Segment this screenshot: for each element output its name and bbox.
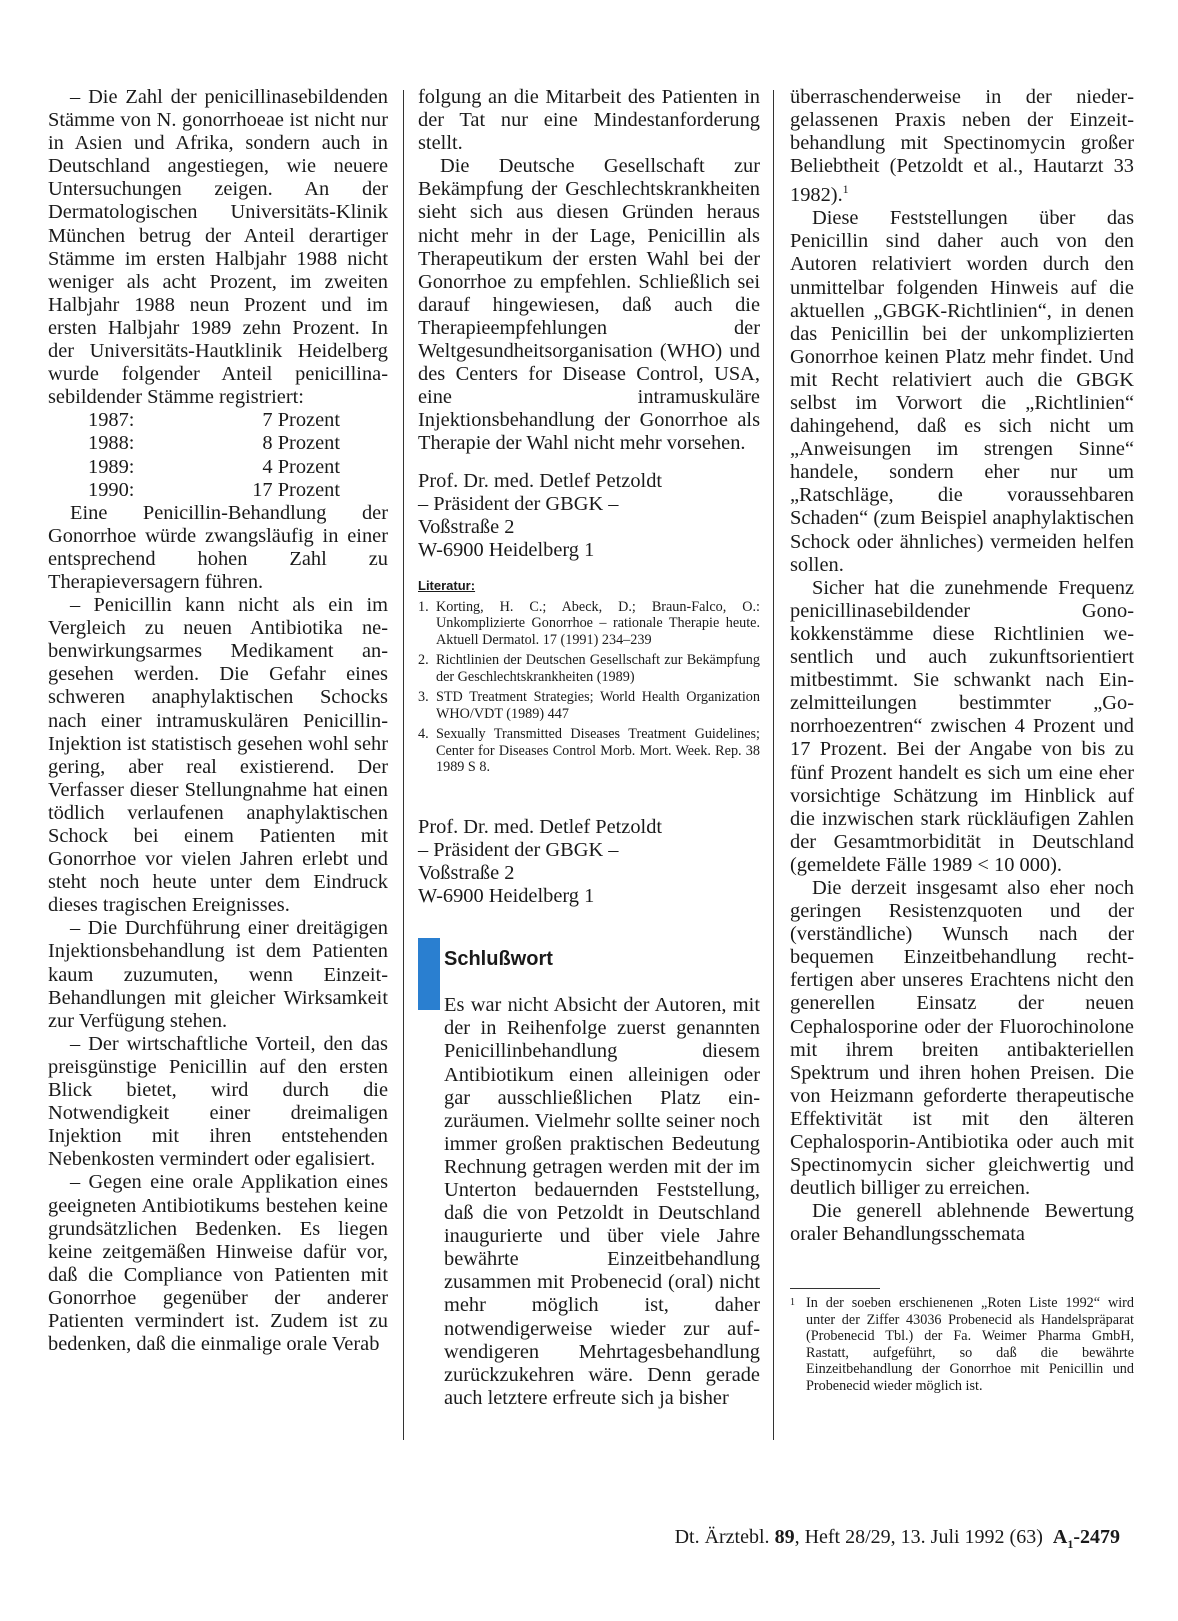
paragraph: Sicher hat die zunehmende Frequenz penicillinasebildender Gonokokkenstämme diese Richtlinien wesentlich und auch zukunftsorientiert mitbestimmt. Sie schwankt nach Einzelmitteilungen bestimmter „Gonorrhoezentren“ zwischen 4 Prozent und 17 Prozent. Bei der Angabe von bis zu fünf Prozent handelt es sich um eine eher vorsichtige Schätzung im Hinblick auf die inzwischen stark rückläufigen Zahlen der Gesamtmorbidität in Deutschland (gemeldete Fälle 1989 < 10 000). [790, 576, 1134, 876]
paragraph: Die generell ablehnende Bewertung oraler Behandlungsschemata [790, 1200, 1134, 1246]
address-line: – Präsident der GBGK – [418, 838, 619, 861]
page-subscript: 1 [1067, 1537, 1074, 1551]
address-line: Voßstraße 2 [418, 515, 515, 538]
literature-item [418, 652, 760, 685]
paragraph-text: überraschenderweise in der niedergelassenen Praxis neben der Einzeitbehandlung mit Spectinomycin großer Beliebtheit (Petzoldt et al., Hautarzt 33 1982). [790, 86, 1134, 207]
footnote [790, 1295, 1134, 1394]
page-footer [675, 1526, 1120, 1552]
section-title: Schlußwort [444, 948, 553, 971]
literature-item [418, 689, 760, 722]
literature-number: 4. [418, 726, 429, 743]
address-line: Prof. Dr. med. Detlef Petzoldt [418, 469, 663, 492]
paragraph [790, 86, 1134, 207]
address-line: W-6900 Heidelberg 1 [418, 885, 595, 908]
address-line: W-6900 Heidelberg 1 [418, 538, 595, 561]
stat-row [48, 456, 388, 479]
stat-row [48, 409, 388, 432]
footnote-divider [790, 1288, 880, 1289]
literature-number: 1. [418, 598, 429, 615]
literature-list [418, 599, 760, 776]
stat-year: 1988: [88, 432, 135, 455]
paragraph: Eine Penicillin-Behandlung der Gonorrhoe würde zwangsläufig in einer entsprechend hohen Zahl zu Therapieversagern führen. [48, 501, 388, 593]
section-marker [418, 938, 440, 1010]
literature-text: Sexually Transmitted Diseases Treatment Guidelines; Center for Diseases Control Morb. Mort. Week. Rep. 38 1989 S 8. [436, 726, 760, 776]
stat-row [48, 432, 388, 455]
paragraph: – Die Durchführung einer dreitägigen Injektionsbehandlung ist dem Patienten kaum zuzumuten, wenn Einzeit-Behandlungen mit gleicher Wirksamkeit zur Verfügung stehen. [48, 917, 388, 1032]
column-1 [48, 86, 388, 1356]
footnote-reference: 1 [842, 182, 849, 197]
column-divider-2 [773, 90, 774, 1440]
paragraph: – Die Zahl der penicillinasebildenden Stämme von N. gonorrhoeae ist nicht nur in Asien und Afrika, sondern auch in Deutschland angestiegen, wie neuere Untersuchungen zeigen. An der Dermatologischen Universitäts-Klinik München betrug der Anteil derartiger Stämme im ersten Halbjahr 1988 nicht weniger als acht Prozent, im zweiten Halbjahr 1988 neun Prozent und im ersten Halbjahr 1989 zehn Prozent. In der Universitäts-Hautklinik Heidelberg wurde folgender Anteil penicillinasebildender Stämme registriert: [48, 86, 388, 409]
paragraph: – Der wirtschaftliche Vorteil, den das preisgünstige Penicillin auf den ersten Blick bietet, wird durch die Notwendigkeit einer dreimaligen Injektion mit ihren entstehenden Nebenkosten vermindert oder egalisiert. [48, 1032, 388, 1171]
author-address [418, 470, 760, 562]
literature-item [418, 599, 760, 649]
stat-value: 7 Prozent [262, 409, 340, 432]
literature-number: 2. [418, 652, 429, 669]
column-divider-1 [403, 90, 404, 1440]
page-num: -2479 [1073, 1526, 1120, 1548]
page-number [1052, 1526, 1120, 1551]
literature-heading: Literatur: [418, 577, 476, 593]
footnote-text: In der soeben erschienenen „Roten Liste 1992“ wird unter der Ziffer 43036 Probenecid als Handelspräparat (Probenecid Tbl.) der Fa. Weimer Pharma GmbH, Rastatt, aufgeführt, so daß die bewährte Einzeitbehandlung der Gonorrhoe mit Penicillin und Probenecid wieder möglich ist. [806, 1295, 1134, 1394]
paragraph: folgung an die Mitarbeit des Patienten in der Tat nur eine Mindestanforderung stellt. [418, 86, 760, 155]
footnote-mark: 1 [790, 1297, 795, 1309]
paragraph: Diese Feststellungen über das Penicillin sind daher auch von den Autoren relativiert worden durch den unmittelbar folgenden Hinweis auf die aktuellen „GBGK-Richtlinien“, in denen das Penicillin bei der unkomplizierten Gonorrhoe keinen Platz mehr findet. Und mit Recht relativiert auch die GBGK selbst im Vorwort die „Richtlinien“ dahingehend, daß es sich nicht um „Anweisungen im strengen Sinne“ handele, sondern eher nur um „Ratschläge, die voraussehbaren Schaden“ (zum Beispiel anaphylaktischen Schock oder ähnliches) vermeiden helfen sollen. [790, 207, 1134, 576]
literature-number: 3. [418, 689, 429, 706]
page-prefix: A [1052, 1526, 1068, 1548]
paragraph: Die derzeit insgesamt also eher noch geringen Resistenzquoten und der (verständliche) Wunsch nach der bequemen Einzeitbehandlung rechtfertigen aber unseres Erachtens nicht den generellen Einsatz der neuen Cephalosporine oder der Fluorochinolone mit ihrem breiten antibakteriellen Spektrum und ihren hohen Preisen. Die von Heizmann geforderte therapeutische Effektivität ist mit den älteren Cephalosporin-Antibiotika oder auch mit Spectinomycin sicher gleichwertig und deutlich billiger zu erreichen. [790, 876, 1134, 1200]
section-heading [418, 948, 760, 994]
statistics-table [48, 409, 388, 501]
paragraph: Die Deutsche Gesellschaft zur Bekämpfung der Geschlechtskrankheiten sieht sich aus diesen Gründen heraus nicht mehr in der Lage, Penicillin als Therapeutikum der ersten Wahl bei der Gonorrhoe zu empfehlen. Schließlich sei darauf hingewiesen, daß auch die Therapieempfehlungen der Weltgesundheitsorganisation (WHO) und des Centers for Disease Control, USA, eine intramuskuläre Injektionsbehandlung der Gonorrhoe als Therapie der Wahl nicht mehr vorsehen. [418, 155, 760, 455]
stat-year: 1990: [88, 478, 135, 501]
column-2 [418, 86, 760, 1410]
address-line: Prof. Dr. med. Detlef Petzoldt [418, 815, 663, 838]
stat-year: 1989: [88, 455, 135, 478]
paragraph: Es war nicht Absicht der Autoren, mit der in Reihenfolge zuerst genannten Penicillinbehandlung diesem Antibiotikum einen alleinigen oder gar ausschließlichen Platz einzuräumen. Vielmehr sollte seiner noch immer großen praktischen Bedeutung Rechnung getragen werden mit der im Unterton bedauernden Feststellung, daß die von Petzoldt in Deutschland inaugurierte und über viele Jahre bewährte Einzeitbehandlung zusammen mit Probenecid (oral) nicht mehr möglich ist, daher notwendigerweise wieder zur aufwendigeren Mehrtagesbehandlung zurückzukehren wäre. Denn gerade auch letztere erfreute sich ja bisher [444, 994, 760, 1409]
stat-value: 4 Prozent [262, 455, 340, 478]
paragraph: – Gegen eine orale Applikation eines geeigneten Antibiotikums bestehen keine grundsätzlichen Bedenken. Es liegen keine zeitgemäßen Hinweise dafür vor, daß die Compliance von Patienten mit Gonorrhoe gegenüber der anderer Patienten vermindert ist. Zudem ist zu bedenken, daß die einmalige orale Verab [48, 1171, 388, 1356]
literature-item [418, 726, 760, 776]
literature-text: Richtlinien der Deutschen Gesellschaft zur Bekämpfung der Geschlechtskrankheiten (1989) [436, 652, 760, 685]
stat-year: 1987: [88, 409, 135, 432]
journal-volume: 89 [774, 1526, 795, 1548]
address-line: Voßstraße 2 [418, 862, 515, 885]
author-address [418, 816, 760, 908]
paragraph: – Penicillin kann nicht als ein im Vergleich zu neuen Antibiotika nebenwirkungsarmes Medikament angesehen werden. Die Gefahr eines schweren anaphylaktischen Schocks nach einer intramuskulären Penicillin-Injektion ist statistisch gesehen wohl sehr gering, aber real existierend. Der Verfasser dieser Stellungnahme hat einen tödlich verlaufenen anaphylaktischen Schock bei einem Patienten mit Gonorrhoe vor vielen Jahren erlebt und steht noch heute unter dem Eindruck dieses tragischen Ereignisses. [48, 594, 388, 917]
literature-text: STD Treatment Strategies; World Health Organization WHO/VDT (1989) 447 [436, 689, 760, 722]
address-line: – Präsident der GBGK – [418, 492, 619, 515]
stat-value: 8 Prozent [262, 432, 340, 455]
issue-info: , Heft 28/29, 13. Juli 1992 (63) [794, 1526, 1043, 1548]
journal-name: Dt. Ärztebl. [674, 1526, 770, 1548]
stat-row [48, 479, 388, 502]
stat-value: 17 Prozent [252, 478, 340, 501]
column-3 [790, 86, 1134, 1394]
literature-text: Korting, H. C.; Abeck, D.; Braun-Falco, O.: Unkomplizierte Gonorrhoe – rationale Therapie heute. Aktuell Dermatol. 17 (1991) 234–239 [436, 598, 760, 648]
